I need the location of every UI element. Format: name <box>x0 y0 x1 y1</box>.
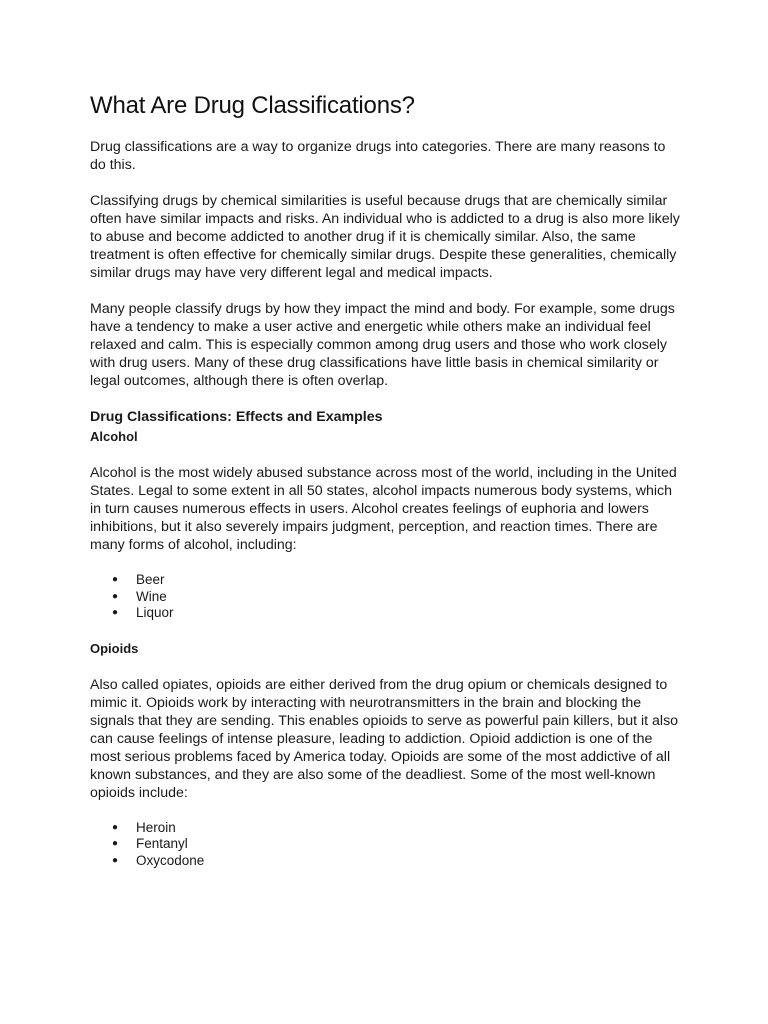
alcohol-heading: Alcohol <box>90 429 138 444</box>
bullet-icon: ● <box>112 821 119 833</box>
list-item-label: Liquor <box>136 605 174 620</box>
list-item <box>90 820 682 837</box>
list-item <box>90 605 682 622</box>
bullet-icon: ● <box>112 854 119 866</box>
list-item <box>90 589 682 606</box>
list-item <box>90 853 682 870</box>
intro-paragraph: Drug classifications are a way to organize drugs into categories. There are many reasons to do this. <box>90 139 666 173</box>
chemical-similarity-paragraph: Classifying drugs by chemical similarities is useful because drugs that are chemically similar often have similar impacts and risks. An individual who is addicted to a drug is also more likely to abuse and become addicted to another drug if it is chemically similar. Also, the same treatment is often effective for chemically similar drugs. Despite these generalities, chemically similar drugs may have very different legal and medical impacts. <box>90 193 680 281</box>
opioids-list <box>90 820 682 870</box>
alcohol-paragraph: Alcohol is the most widely abused substance across most of the world, including in the United States. Legal to some extent in all 50 states, alcohol impacts numerous body systems, which in turn causes numerous effects in users. Alcohol creates feelings of euphoria and lowers inhibitions, but it also severely impairs judgment, perception, and reaction times. There are many forms of alcohol, including: <box>90 465 677 553</box>
opioids-paragraph: Also called opiates, opioids are either derived from the drug opium or chemicals designed to mimic it. Opioids work by interacting with neurotransmitters in the brain and blocking the signals that they are sending. This enables opioids to serve as powerful pain killers, but it also can cause feelings of intense pleasure, leading to addiction. Opioid addiction is one of the most serious problems faced by America today. Opioids are some of the most addictive of all known substances, and they are also some of the deadliest. Some of the most well-known opioids include: <box>90 676 679 801</box>
bullet-icon: ● <box>112 574 119 585</box>
list-item-label: Oxycodone <box>136 852 205 868</box>
bullet-icon: ● <box>112 590 119 602</box>
section-heading: Drug Classifications: Effects and Examples <box>90 409 383 425</box>
list-item-label: Wine <box>136 588 167 604</box>
document-page <box>90 92 682 869</box>
list-item <box>90 836 682 853</box>
mind-body-effects-paragraph: Many people classify drugs by how they impact the mind and body. For example, some drugs have a tendency to make a user active and energetic while others make an individual feel relaxed and calm. This is especially common among drug users and those who work closely with drug users. Many of these drug classifications have little basis in chemical similarity or legal outcomes, although there is often overlap. <box>90 301 675 389</box>
bullet-icon: ● <box>112 838 119 849</box>
alcohol-forms-list <box>90 572 682 622</box>
list-item-label: Heroin <box>136 819 176 835</box>
opioids-heading: Opioids <box>90 640 139 656</box>
page-title: What Are Drug Classifications? <box>90 92 415 119</box>
list-item-label: Beer <box>136 572 165 587</box>
bullet-icon: ● <box>112 607 119 618</box>
list-item <box>90 572 682 589</box>
list-item-label: Fentanyl <box>136 836 188 851</box>
